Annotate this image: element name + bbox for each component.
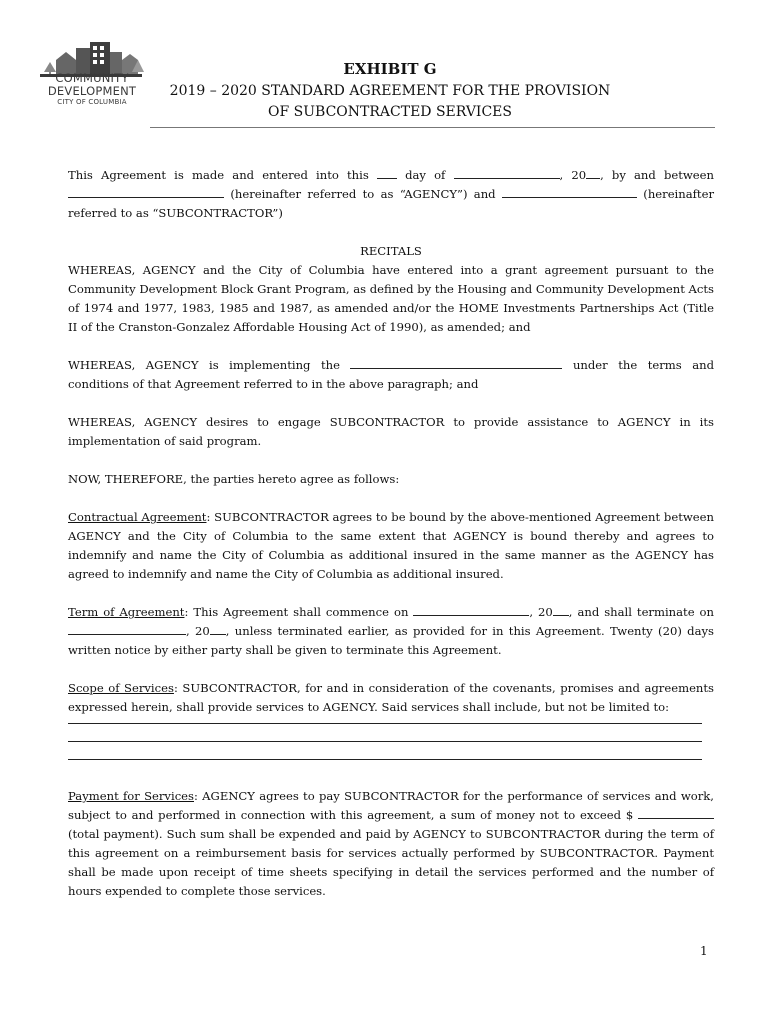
term-text-a: : This Agreement shall commence on xyxy=(184,605,409,619)
day-blank[interactable] xyxy=(377,166,397,179)
contractual-text: : SUBCONTRACTOR agrees to be bound by the above-mentioned Agreement between AGENCY and the City of Columbia to the same extent that AGENCY is bound thereby and agrees to indemnify and name the City of Columbia as additional insured in the same manner as the AGENCY has agreed to indemnify and name the City of Columbia as additional insured. xyxy=(68,510,714,581)
term-text-e: , unless terminated earlier, as provided for in this Agreement. Twenty (20) days written notice by either party shall be given to terminate this Agreement. xyxy=(68,624,714,657)
intro-text-e: (hereinafter referred to as “AGENCY”) and xyxy=(230,187,496,201)
recitals-heading: RECITALS xyxy=(360,244,422,258)
intro-text-a: This Agreement is made and entered into this xyxy=(68,168,369,182)
term-text-c: , and shall terminate on xyxy=(568,605,714,619)
scope-text: : SUBCONTRACTOR, for and in consideration of the covenants, promises and agreements expressed herein, shall provide services to AGENCY. Said services shall include, but not be limited to: xyxy=(68,681,714,714)
whereas2-text-b: under the terms and conditions of that Agreement referred to in the above paragraph; and xyxy=(68,358,714,391)
whereas-paragraph-1: WHEREAS, AGENCY and the City of Columbia have entered into a grant agreement pursuant to the Community Development Block Grant Program, as defined by the Housing and Community Development Acts of 1974 and 1977, 1983, 1985 and 1987, as amended and/or the HOME Investments Partnerships Act (Title II of the Cranston-Gonzalez Affordable Housing Act of 1990), as amended; and xyxy=(68,263,715,334)
term-text-b: , 20 xyxy=(529,605,553,619)
start-year-blank[interactable] xyxy=(553,603,569,616)
logo-text-city: CITY OF COLUMBIA xyxy=(57,98,127,106)
exhibit-heading: EXHIBIT G xyxy=(343,60,437,78)
scope-blank-line[interactable] xyxy=(68,723,702,724)
payment-amount-blank[interactable] xyxy=(638,806,714,819)
scope-blank-line[interactable] xyxy=(68,741,702,742)
agreement-title-line2: OF SUBCONTRACTED SERVICES xyxy=(268,104,512,120)
whereas-paragraph-3: WHEREAS, AGENCY desires to engage SUBCONTRACTOR to provide assistance to AGENCY in its implementation of said program. xyxy=(68,415,714,448)
program-name-blank[interactable] xyxy=(350,356,562,369)
intro-text-b: day of xyxy=(405,168,446,182)
term-text-d: , 20 xyxy=(186,624,210,638)
scope-heading: Scope of Services xyxy=(68,681,174,695)
intro-text-f: (hereinafter xyxy=(643,187,714,201)
intro-paragraph xyxy=(68,166,714,223)
end-year-blank[interactable] xyxy=(210,622,226,635)
payment-paragraph xyxy=(68,787,714,901)
payment-text-a: : AGENCY agrees to pay SUBCONTRACTOR for the performance of services and work, subject to and performed in connection with this agreement, a sum of money not to exceed $ xyxy=(68,789,714,822)
logo-text-development: DEVELOPMENT xyxy=(47,84,137,98)
agency-name-blank[interactable] xyxy=(68,185,224,198)
contractual-heading: Contractual Agreement xyxy=(68,510,207,524)
scope-paragraph xyxy=(68,679,714,717)
contractual-agreement-paragraph xyxy=(68,508,714,584)
subcontractor-name-blank[interactable] xyxy=(502,185,637,198)
intro-text-c: , 20 xyxy=(559,168,587,182)
now-therefore-paragraph: NOW, THEREFORE, the parties hereto agree as follows: xyxy=(68,472,400,486)
page-number: 1 xyxy=(700,944,708,958)
whereas2-text-a: WHEREAS, AGENCY is implementing the xyxy=(68,358,340,372)
payment-text-b: (total payment). Such sum shall be expended and paid by AGENCY to SUBCONTRACTOR during the term of this agreement on a reimbursement basis for services actually performed by SUBCONTRACTOR. Payment shall be made upon receipt of time sheets specifying in detail the services performed and the number of hours expended to complete those services. xyxy=(68,827,714,898)
month-blank[interactable] xyxy=(454,166,560,179)
scope-lines xyxy=(68,723,714,760)
term-heading: Term of Agreement xyxy=(68,605,185,619)
payment-heading: Payment for Services xyxy=(68,789,194,803)
agreement-body xyxy=(68,166,714,901)
intro-text-d: , by and between xyxy=(600,168,714,182)
start-date-blank[interactable] xyxy=(413,603,529,616)
header-divider xyxy=(150,127,715,128)
agreement-title-line1: 2019 – 2020 STANDARD AGREEMENT FOR THE PROVISION xyxy=(169,83,611,99)
year-blank[interactable] xyxy=(586,166,600,179)
term-paragraph xyxy=(68,603,714,660)
logo-text-community: COMMUNITY xyxy=(55,71,129,85)
whereas-paragraph-2 xyxy=(68,356,714,394)
end-date-blank[interactable] xyxy=(68,622,186,635)
intro-text-g: referred to as “SUBCONTRACTOR”) xyxy=(68,206,283,220)
